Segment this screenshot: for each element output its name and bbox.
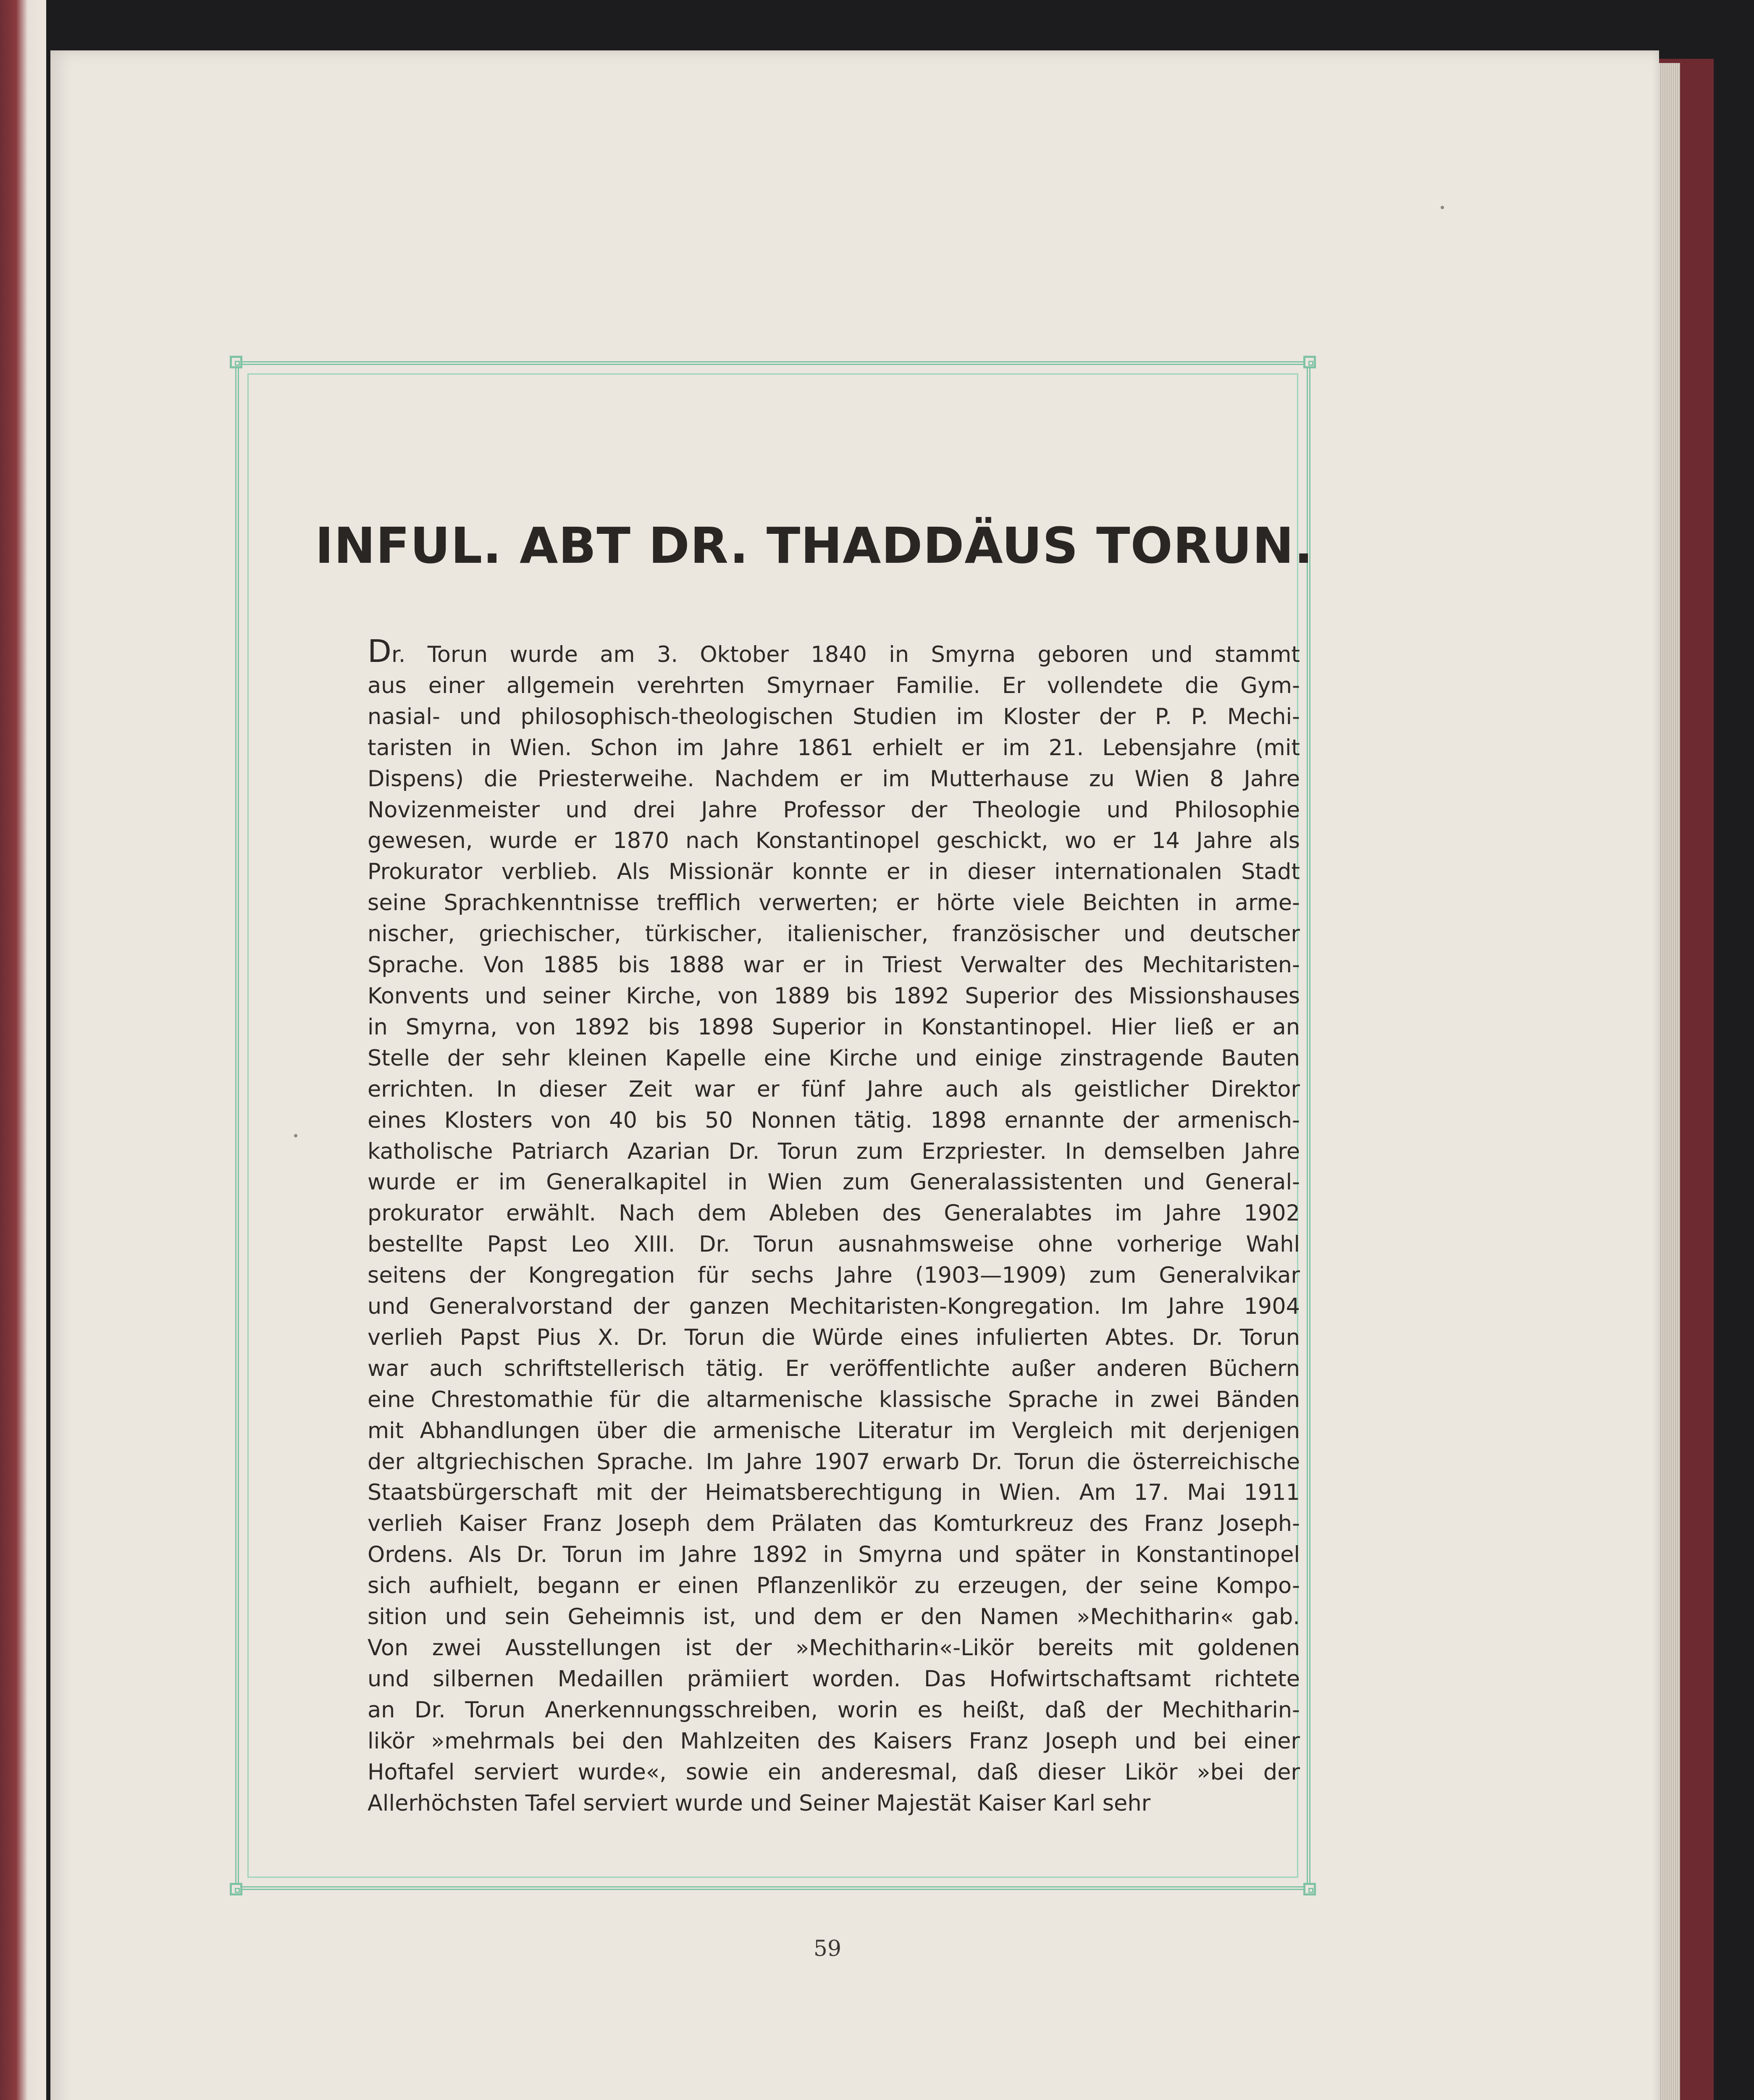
text-line: taristen in Wien. Schon im Jahre 1861 erhielt er im 21. Lebensjahre (mit xyxy=(368,735,1300,761)
frame-corner-ornament xyxy=(1303,356,1316,368)
text-line: aus einer allgemein verehrten Smyrnaer Familie. Er vollendete die Gym- xyxy=(368,672,1300,698)
frame-corner-ornament xyxy=(230,1883,242,1895)
text-line: prokurator erwählt. Nach dem Ableben des Generalabtes im Jahre 1902 xyxy=(368,1200,1300,1226)
text-line: gewesen, wurde er 1870 nach Konstantinopel geschickt, wo er 14 Jahre als xyxy=(368,828,1300,854)
text-line: Prokurator verblieb. Als Missionär konnte er in dieser internationalen Stadt xyxy=(368,859,1300,885)
text-line: nischer, griechischer, türkischer, italienischer, französischer und deutscher xyxy=(368,921,1300,947)
text-line: Allerhöchsten Tafel serviert wurde und Seiner Majestät Kaiser Karl sehr xyxy=(368,1790,1151,1816)
text-line: errichten. In dieser Zeit war er fünf Jahre auch als geistlicher Direktor xyxy=(368,1076,1300,1102)
text-line: Staatsbürgerschaft mit der Heimatsberechtigung in Wien. Am 17. Mai 1911 xyxy=(368,1480,1300,1506)
text-line: eine Chrestomathie für die altarmenische klassische Sprache in zwei Bänden xyxy=(368,1386,1300,1412)
text-line: und Generalvorstand der ganzen Mechitaristen-Kongregation. Im Jahre 1904 xyxy=(368,1294,1300,1320)
page-number: 59 xyxy=(813,1936,842,1961)
text-line: sich aufhielt, begann er einen Pflanzenlikör zu erzeugen, der seine Kompo- xyxy=(368,1573,1300,1599)
text-line: Ordens. Als Dr. Torun im Jahre 1892 in Smyrna und später in Konstantinopel xyxy=(368,1542,1300,1568)
page-title: INFUL. ABT DR. THADDÄUS TORUN. xyxy=(315,517,1314,575)
paper-speck xyxy=(1441,206,1444,209)
text-line: Sprache. Von 1885 bis 1888 war er in Triest Verwalter des Mechitaristen- xyxy=(368,952,1300,978)
text-line: wurde er im Generalkapitel in Wien zum Generalassistenten und General- xyxy=(368,1169,1300,1195)
initial-letter: D xyxy=(368,633,391,669)
text-line: in Smyrna, von 1892 bis 1898 Superior in Konstantinopel. Hier ließ er an xyxy=(368,1014,1300,1040)
text-line: bestellte Papst Leo XIII. Dr. Torun ausnahmsweise ohne vorherige Wahl xyxy=(368,1231,1300,1257)
text-line xyxy=(368,633,1300,670)
text-line: Stelle der sehr kleinen Kapelle eine Kirche und einige zinstragende Bauten xyxy=(368,1045,1300,1071)
book-page xyxy=(50,50,1659,2100)
text-line: likör »mehrmals bei den Mahlzeiten des Kaisers Franz Joseph und bei einer xyxy=(368,1728,1300,1754)
text-line: Von zwei Ausstellungen ist der »Mechitharin«-Likör bereits mit goldenen xyxy=(368,1635,1300,1661)
frame-corner-ornament xyxy=(1303,1883,1316,1895)
biography-text xyxy=(368,633,1300,1819)
text-line: war auch schriftstellerisch tätig. Er veröffentlichte außer anderen Büchern xyxy=(368,1355,1300,1381)
text-line: katholische Patriarch Azarian Dr. Torun zum Erzpriester. In demselben Jahre xyxy=(368,1138,1300,1164)
frame-corner-ornament xyxy=(230,356,242,368)
text-line: Hoftafel serviert wurde«, sowie ein anderesmal, daß dieser Likör »bei der xyxy=(368,1759,1300,1785)
text-line: Konvents und seiner Kirche, von 1889 bis 1892 Superior des Missionshauses xyxy=(368,983,1300,1009)
text-line: sition und sein Geheimnis ist, und dem er den Namen »Mechitharin« gab. xyxy=(368,1604,1300,1630)
text-line: seitens der Kongregation für sechs Jahre (1903—1909) zum Generalvikar xyxy=(368,1263,1300,1289)
text-line: verlieh Kaiser Franz Joseph dem Prälaten das Komturkreuz des Franz Joseph- xyxy=(368,1511,1300,1537)
first-line-text: r. Torun wurde am 3. Oktober 1840 in Smyrna geboren und stammt xyxy=(391,642,1300,667)
text-line: eines Klosters von 40 bis 50 Nonnen tätig. 1898 ernannte der armenisch- xyxy=(368,1107,1300,1133)
text-line: und silbernen Medaillen prämiiert worden. Das Hofwirtschaftsamt richtete xyxy=(368,1666,1300,1692)
text-line: Novizenmeister und drei Jahre Professor der Theologie und Philosophie xyxy=(368,797,1300,823)
previous-page-edge xyxy=(0,0,46,2100)
paper-speck xyxy=(294,1134,297,1137)
text-line: nasial- und philosophisch-theologischen Studien im Kloster der P. P. Mechi- xyxy=(368,704,1300,730)
text-line: verlieh Papst Pius X. Dr. Torun die Würde eines infulierten Abtes. Dr. Torun xyxy=(368,1324,1300,1350)
text-line: Dispens) die Priesterweihe. Nachdem er im Mutterhause zu Wien 8 Jahre xyxy=(368,766,1300,792)
text-line: an Dr. Torun Anerkennungsschreiben, worin es heißt, daß der Mechitharin- xyxy=(368,1697,1300,1723)
text-line: mit Abhandlungen über die armenische Literatur im Vergleich mit derjenigen xyxy=(368,1418,1300,1444)
text-line: der altgriechischen Sprache. Im Jahre 1907 erwarb Dr. Torun die österreichische xyxy=(368,1449,1300,1475)
text-line: seine Sprachkenntnisse trefflich verwerten; er hörte viele Beichten in arme- xyxy=(368,890,1300,916)
